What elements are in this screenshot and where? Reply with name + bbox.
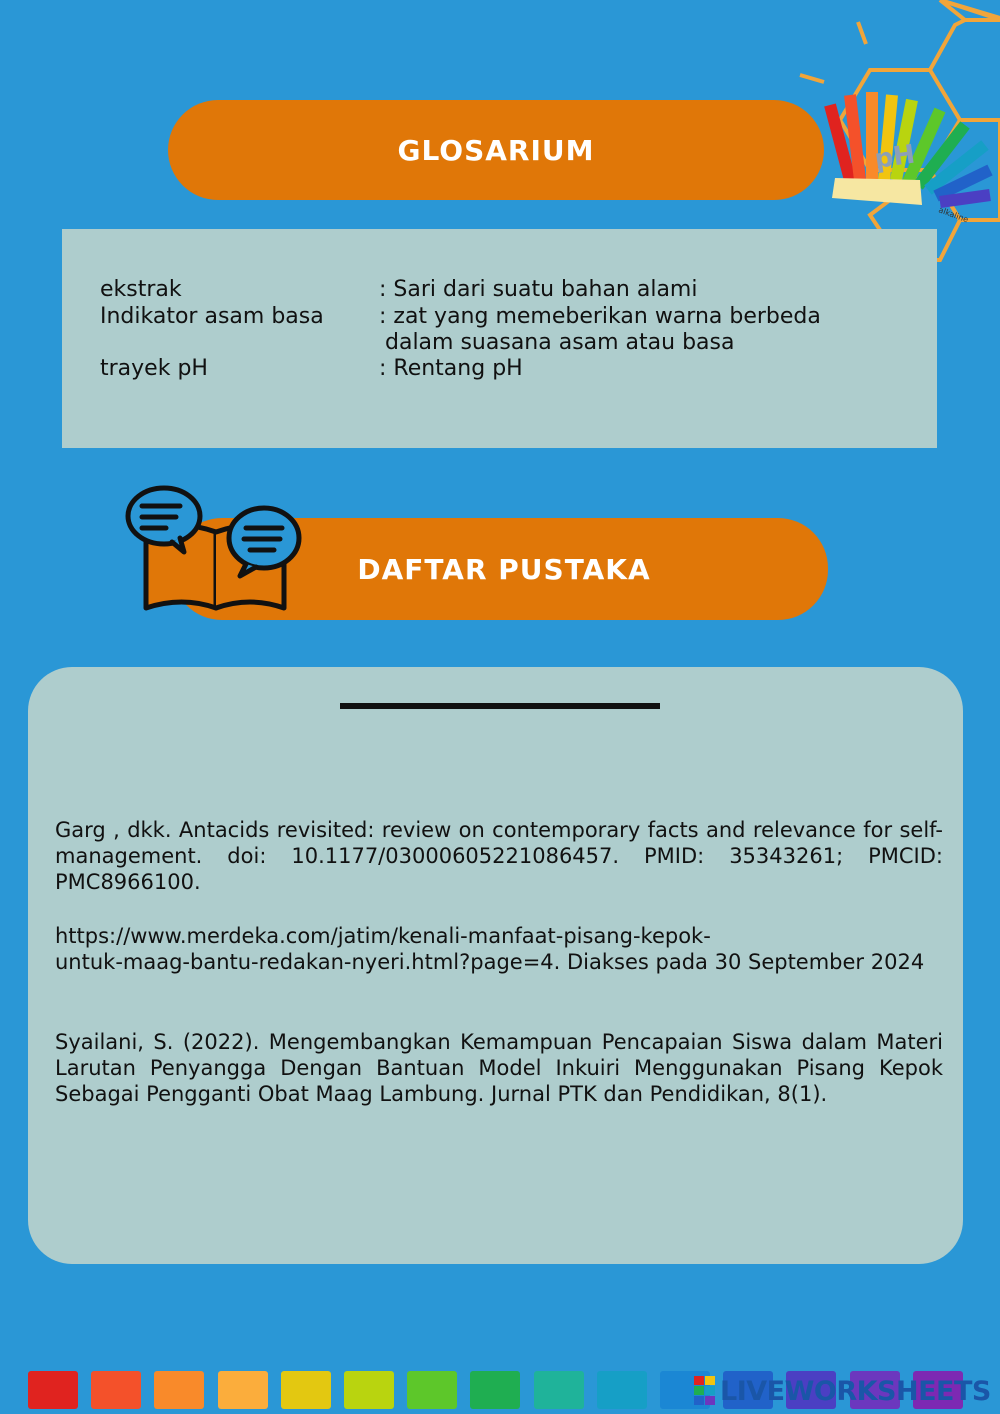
glossary-definition: : Sari dari suatu bahan alami bbox=[379, 277, 698, 302]
color-swatch bbox=[28, 1371, 78, 1409]
glossary-term: trayek pH bbox=[100, 356, 208, 381]
ph-badge-sub: alkaline bbox=[937, 205, 970, 225]
glosarium-panel bbox=[62, 229, 937, 448]
glossary-definition-cont: dalam suasana asam atau basa bbox=[385, 330, 735, 355]
daftar-pustaka-panel bbox=[28, 667, 963, 1264]
reference-item: Garg , dkk. Antacids revisited: review on contemporary facts and relevance for self-management. doi: 10.1177/03000605221086457. PMID: 35343261; PMCID: PMC8966100. bbox=[55, 818, 943, 894]
color-swatch bbox=[534, 1371, 584, 1409]
color-swatch bbox=[91, 1371, 141, 1409]
glossary-term: ekstrak bbox=[100, 277, 182, 302]
reference-url: https://www.merdeka.com/jatim/kenali-manfaat-pisang-kepok- bbox=[55, 924, 711, 948]
reference-item-cont: untuk-maag-bantu-redakan-nyeri.html?page=4. Diakses pada 30 September 2024 bbox=[55, 950, 925, 974]
divider-line bbox=[340, 703, 660, 709]
liveworksheets-watermark bbox=[694, 1374, 991, 1408]
liveworksheets-logo-icon bbox=[694, 1376, 716, 1406]
glosarium-title bbox=[168, 100, 824, 200]
glosarium-title-text: GLOSARIUM bbox=[397, 133, 595, 167]
color-swatch bbox=[154, 1371, 204, 1409]
color-swatch bbox=[407, 1371, 457, 1409]
color-swatch bbox=[470, 1371, 520, 1409]
reference-item: Syailani, S. (2022). Mengembangkan Kemampuan Pencapaian Siswa dalam Materi Larutan Penyangga Dengan Bantuan Model Inkuiri Menggunakan Pisang Kepok Sebagai Pengganti Obat Maag Lambung. Jurnal PTK dan Pendidikan, 8(1). bbox=[55, 1030, 943, 1106]
color-swatch bbox=[218, 1371, 268, 1409]
glossary-definition: : Rentang pH bbox=[379, 356, 523, 381]
color-swatch bbox=[597, 1371, 647, 1409]
glossary-term: Indikator asam basa bbox=[100, 304, 324, 329]
color-swatch bbox=[281, 1371, 331, 1409]
daftar-pustaka-title-text: DAFTAR PUSTAKA bbox=[357, 552, 651, 586]
liveworksheets-text: LIVEWORKSHEETS bbox=[720, 1375, 991, 1407]
color-swatch bbox=[344, 1371, 394, 1409]
glossary-definition: : zat yang memeberikan warna berbeda bbox=[379, 304, 821, 329]
book-speech-bubbles-icon bbox=[122, 484, 304, 616]
ph-badge-label: pH bbox=[872, 139, 917, 175]
